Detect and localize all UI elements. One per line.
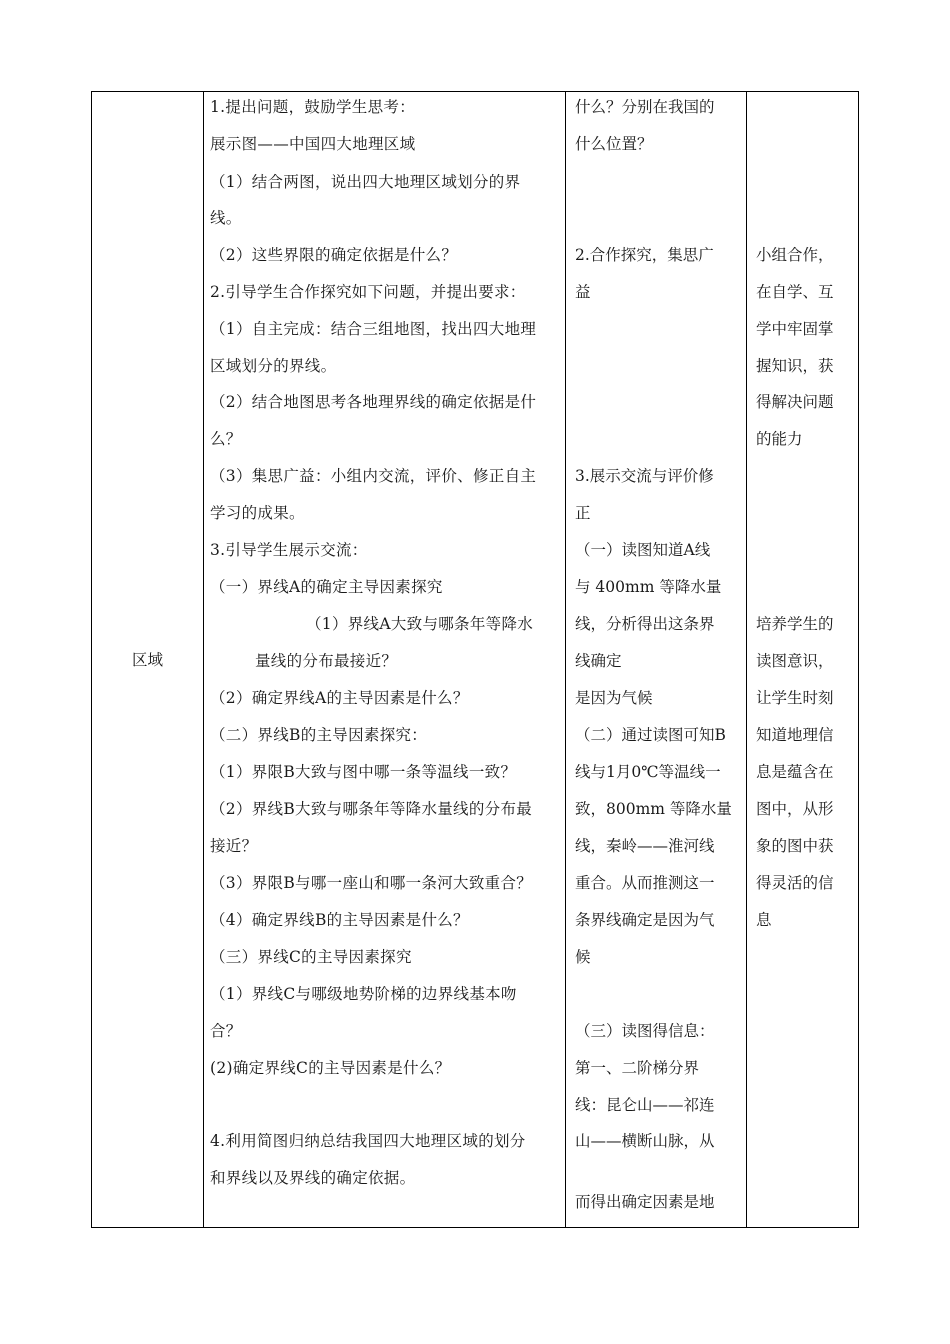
- text-line: 与 400mm 等降水量: [575, 578, 722, 596]
- text-line: （2）结合地图思考各地理界线的确定依据是什: [210, 393, 537, 411]
- text-line: （1）界线C与哪级地势阶梯的边界线基本吻: [210, 985, 517, 1003]
- text-line: 线，秦岭——淮河线: [575, 837, 715, 855]
- text-line: 线确定: [575, 652, 622, 670]
- text-line: 什么？分别在我国的: [575, 98, 715, 116]
- text-line: （三）界线C的主导因素探究: [210, 948, 412, 966]
- text-line: 小组合作，: [756, 246, 834, 264]
- text-line: 线，分析得出这条界: [575, 615, 715, 633]
- row-label-cell: [92, 92, 203, 1227]
- text-line: 象的图中获: [756, 837, 834, 855]
- text-line: （4）确定界线B的主导因素是什么？: [210, 911, 469, 929]
- text-line: （二）界线B的主导因素探究：: [210, 726, 428, 744]
- text-line: 学习的成果。: [210, 504, 305, 522]
- text-line: 山——横断山脉，从: [575, 1132, 715, 1150]
- text-line: 么？: [210, 430, 242, 448]
- text-line: 是因为气候: [575, 689, 653, 707]
- text-line: 读图意识，: [756, 652, 834, 670]
- text-line: 区域划分的界线。: [210, 357, 337, 375]
- text-line: 在自学、互: [756, 283, 834, 301]
- text-line: 量线的分布最接近？: [255, 652, 398, 670]
- text-line: 学中牢固掌: [756, 320, 834, 338]
- text-line: 线：昆仑山——祁连: [575, 1096, 715, 1114]
- text-line: 握知识，获: [756, 357, 834, 375]
- text-line: 的能力: [756, 430, 803, 448]
- column-divider: [746, 92, 747, 1227]
- text-line: （一）界线A的确定主导因素探究: [210, 578, 443, 596]
- text-line: 得解决问题: [756, 393, 834, 411]
- text-line: 1.提出问题，鼓励学生思考：: [210, 98, 415, 116]
- text-line: 线。: [210, 209, 242, 227]
- text-line: 什么位置？: [575, 135, 653, 153]
- student-activity-cell: [575, 92, 743, 1227]
- text-line: （1）界限B大致与图中哪一条等温线一致？: [210, 763, 517, 781]
- text-line: （1）结合两图，说出四大地理区域划分的界: [210, 173, 521, 191]
- text-line: （2）界线B大致与哪条年等降水量线的分布最: [210, 800, 533, 818]
- text-line: 接近？: [210, 837, 258, 855]
- text-line: 合？: [210, 1022, 242, 1040]
- text-line: 让学生时刻: [756, 689, 834, 707]
- text-line: 2.引导学生合作探究如下问题，并提出要求：: [210, 283, 526, 301]
- text-line: 第一、二阶梯分界: [575, 1059, 700, 1077]
- text-line: 展示图——中国四大地理区域: [210, 135, 416, 153]
- text-line: 益: [575, 283, 591, 301]
- row-label: 区域: [132, 651, 164, 669]
- design-intent-cell: [756, 92, 856, 1227]
- text-line: 致，800mm 等降水量: [575, 800, 732, 818]
- text-line: 重合。从而推测这一: [575, 874, 715, 892]
- text-line: 线与1月0℃等温线一: [575, 763, 721, 781]
- text-line: 而得出确定因素是地: [575, 1193, 715, 1211]
- text-line: （一）读图知道A线: [575, 541, 711, 559]
- text-line: 知道地理信: [756, 726, 834, 744]
- text-line: 得灵活的信: [756, 874, 834, 892]
- text-line: （2）这些界限的确定依据是什么？: [210, 246, 458, 264]
- text-line: （1）自主完成：结合三组地图，找出四大地理: [210, 320, 537, 338]
- text-line: 息是蕴含在: [756, 763, 834, 781]
- text-line: 3.展示交流与评价修: [575, 467, 714, 485]
- teacher-activity-cell: [210, 92, 562, 1227]
- text-line: 图中，从形: [756, 800, 834, 818]
- column-divider: [203, 92, 204, 1227]
- text-line: 4.利用简图归纳总结我国四大地理区域的划分: [210, 1132, 526, 1150]
- text-line: （三）读图得信息：: [575, 1022, 715, 1040]
- text-line: (2)确定界线C的主导因素是什么？: [210, 1059, 451, 1077]
- text-line: 培养学生的: [756, 615, 834, 633]
- text-line: 息: [756, 911, 772, 929]
- text-line: 和界线以及界线的确定依据。: [210, 1169, 416, 1187]
- text-line: 3.引导学生展示交流：: [210, 541, 368, 559]
- text-line: 2.合作探究，集思广: [575, 246, 714, 264]
- text-line: 条界线确定是因为气: [575, 911, 715, 929]
- text-line: （1）界线A大致与哪条年等降水: [306, 615, 534, 633]
- text-line: （2）确定界线A的主导因素是什么？: [210, 689, 469, 707]
- text-line: （二）通过读图可知B: [575, 726, 726, 744]
- text-line: 候: [575, 948, 591, 966]
- column-divider: [565, 92, 566, 1227]
- text-line: 正: [575, 504, 591, 522]
- text-line: （3）集思广益：小组内交流，评价、修正自主: [210, 467, 537, 485]
- lesson-plan-table: [91, 91, 859, 1228]
- text-line: （3）界限B与哪一座山和哪一条河大致重合？: [210, 874, 533, 892]
